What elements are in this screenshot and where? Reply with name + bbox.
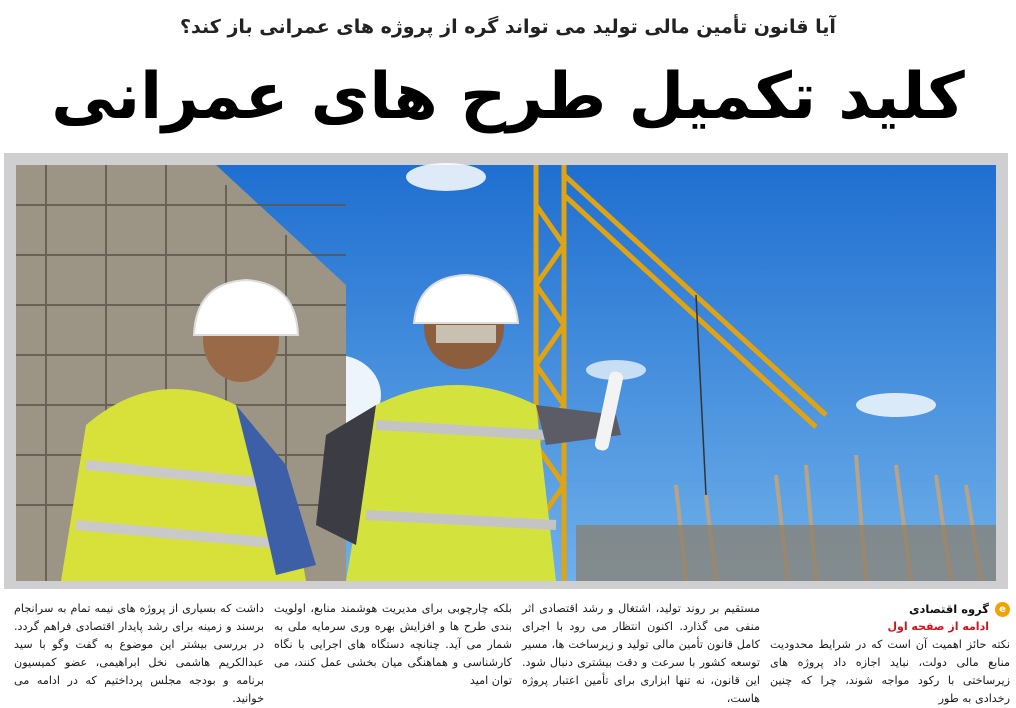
column-text: بلکه چارچوبی برای مدیریت هوشمند منابع، اولویت بندی طرح ها و افزایش بهره وری سرمایه ملی به شمار می آید. چنانچه دستگاه های اجرایی با نگاه کارشناسی و هماهنگی میان بخشی عمل کنند، می توان امید (274, 602, 512, 687)
article-body (6, 600, 1010, 705)
byline-text: گروه اقتصادی (908, 602, 989, 616)
article-photo (16, 165, 996, 581)
column-text: مستقیم بر روند تولید، اشتغال و رشد اقتصادی اثر منفی می گذارد. اکنون انتظار می رود با اجرای کامل قانون تأمین مالی تولید و زیرساخت ها، مسیر توسعه کشور با سرعت و دقت بیشتری دنبال شود. این قانون، نه تنها ابزاری برای تأمین اعتبار پروژه هاست، (522, 602, 760, 705)
article-column-1 (770, 600, 1010, 705)
article-column-4 (14, 600, 264, 705)
continued-from-front-page: ادامه از صفحه اول (887, 620, 989, 633)
article-headline: کلید تکمیل طرح های عمرانی (51, 60, 965, 134)
column-text: نکته حائز اهمیت آن است که در شرایط محدودیت منابع مالی دولت، نباید اجازه داد پروژه های زیرساختی با رکود مواجه شوند، چرا که چنین رخدادی به طور (770, 638, 1010, 705)
e-logo-icon: e (995, 602, 1010, 617)
article-column-3 (274, 600, 512, 696)
column-text: داشت که بسیاری از پروژه های نیمه تمام به سرانجام برسند و زمینه برای رشد پایدار اقتصادی فراهم گردد. در بررسی بیشتر این موضوع به گفت وگو با سید عبدالکریم هاشمی نخل ابراهیمی، عضو کمیسیون برنامه و بودجه مجلس پرداختیم که در ادامه می خوانید. (14, 602, 264, 705)
article-column-2 (522, 600, 760, 705)
article-kicker: آیا قانون تأمین مالی تولید می تواند گره از پروژه های عمرانی باز کند؟ (180, 16, 836, 38)
byline (770, 600, 1010, 618)
